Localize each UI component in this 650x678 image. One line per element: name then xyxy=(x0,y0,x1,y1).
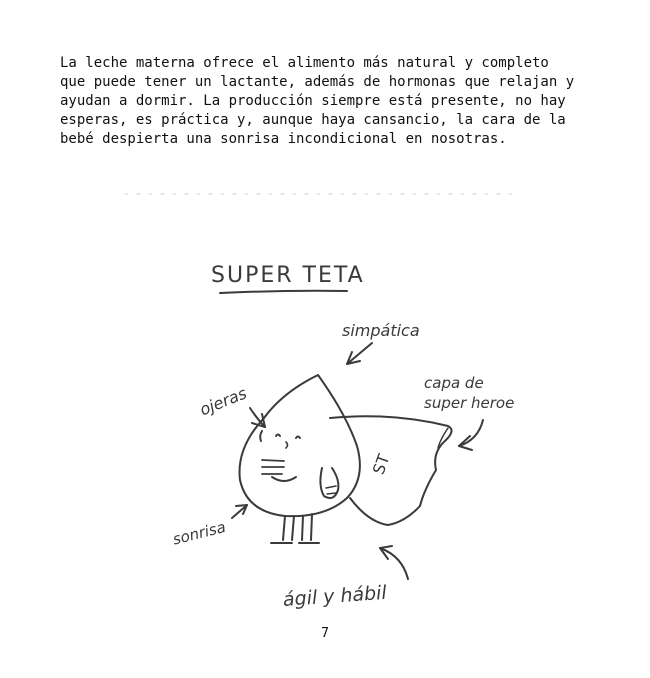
cape xyxy=(330,416,452,525)
label-agil: ágil y hábil xyxy=(282,581,388,611)
page-number: 7 xyxy=(321,626,329,641)
title-underline xyxy=(220,291,347,293)
drop-body xyxy=(240,375,360,516)
label-capa-line1: capa de xyxy=(424,374,484,392)
paragraph-line: La leche materna ofrece el alimento más natural y completo xyxy=(60,55,549,71)
label-simpatica: simpática xyxy=(342,321,420,340)
eye-right-icon xyxy=(296,437,300,439)
label-capa-line2: super heroe xyxy=(424,394,515,412)
leg-left xyxy=(283,516,285,540)
paragraph-line: que puede tener un lactante, además de hormonas que relajan y xyxy=(60,74,575,90)
illustration-title: SUPER TETA xyxy=(211,263,365,288)
eye-left-icon xyxy=(276,435,280,437)
leg-right xyxy=(302,516,303,540)
smile-icon xyxy=(272,477,296,481)
paragraph-line: ayudan a dormir. La producción siempre está presente, no hay xyxy=(60,93,566,109)
mouth-lines xyxy=(262,460,284,474)
label-ojeras: ojeras xyxy=(196,383,250,420)
label-sonrisa: sonrisa xyxy=(170,517,228,549)
nose-icon xyxy=(286,442,288,448)
paragraph-line: bebé despierta una sonrisa incondicional en nosotras. xyxy=(60,131,507,147)
dark-circles-icon xyxy=(260,431,262,441)
paragraph-line: esperas, es práctica y, aunque haya cansancio, la cara de la xyxy=(60,112,566,128)
cape-mark: ST xyxy=(368,451,394,477)
